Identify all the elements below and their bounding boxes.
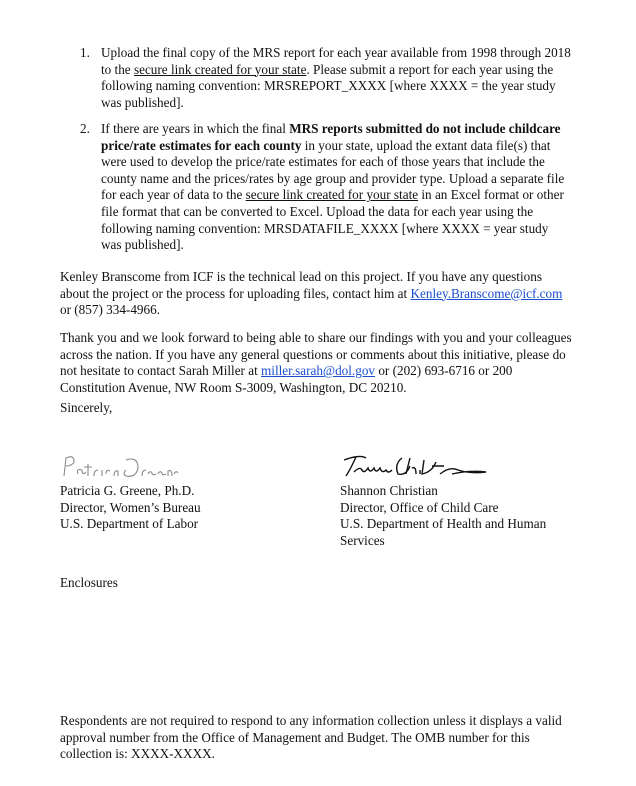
text-segment: in your state, upload the extant data file(s) that: [301, 137, 551, 153]
text-segment: . Please submit a report for each year using the: [306, 61, 554, 77]
handwritten-signature-icon: [60, 452, 180, 480]
email-link[interactable]: miller.sarah@dol.gov: [261, 363, 376, 379]
text-segment: was published].: [101, 94, 184, 110]
omb-footer: [60, 713, 562, 763]
text-segment: or (202) 693-6716 or 200: [375, 363, 513, 379]
text-line: [60, 380, 572, 397]
text-line: [101, 237, 564, 254]
footer-line: approval number from the Office of Management and Budget. The OMB number for this: [60, 729, 530, 745]
text-segment: Upload the final copy of the MRS report for each year available from 1998 through 2018: [101, 45, 571, 60]
text-line: [60, 347, 572, 364]
signer-org: U.S. Department of Labor: [60, 516, 199, 532]
signer-block-right: [340, 483, 546, 549]
text-segment: If there are years in which the final: [101, 121, 290, 136]
text-line: [101, 62, 571, 79]
list-number: 2.: [80, 121, 90, 136]
text-segment: was published].: [101, 237, 184, 253]
text-segment: following naming convention: MRSREPORT_XXXX [where XXXX = the year study: [101, 78, 556, 94]
signer-block-left: [60, 483, 201, 533]
signer-title: Director, Women’s Bureau: [60, 499, 201, 515]
signer-name: Patricia G. Greene, Ph.D.: [60, 483, 195, 498]
text-segment: Constitution Avenue, NW Room S-3009, Washington, DC 20210.: [60, 379, 407, 395]
text-segment: file format that can be converted to Excel. Upload the data for each year using the: [101, 203, 534, 219]
text-segment: Thank you and we look forward to being able to share our findings with you and your colleagues: [60, 330, 572, 345]
text-segment: in an Excel format or other: [418, 187, 564, 203]
text-segment: for each year of data to the: [101, 187, 246, 203]
list-number: 1.: [80, 45, 90, 60]
text-segment: Kenley Branscome from ICF is the technical lead on this project. If you have any questions: [60, 269, 542, 284]
text-line: [101, 154, 564, 171]
text-line: [60, 269, 562, 286]
text-line: [101, 204, 564, 221]
list-item-text: [101, 45, 571, 111]
text-segment: about the project or the process for uploading files, contact him at: [60, 285, 411, 301]
enclosures-label: Enclosures: [60, 575, 118, 590]
text-line: [60, 363, 572, 380]
signer-org: Services: [340, 532, 385, 548]
signer-name: Shannon Christian: [340, 483, 438, 498]
text-line: [60, 330, 572, 347]
signature-shannon-christian: [340, 452, 490, 486]
text-line: [101, 138, 564, 155]
text-segment: county name and the prices/rates by age group and provider type. Upload a separate file: [101, 170, 565, 186]
signer-title: Director, Office of Child Care: [340, 499, 499, 515]
footer-line: collection is: XXXX-XXXX.: [60, 746, 215, 762]
text-segment: following naming convention: MRSDATAFILE_XXXX [where XXXX = year study: [101, 220, 549, 236]
bold-text: price/rate estimates for each county: [101, 137, 302, 153]
text-segment: across the nation. If you have any general questions or comments about this initiative, please do: [60, 346, 566, 362]
text-line: [101, 221, 564, 238]
text-line: [101, 121, 564, 138]
secure-link-text: secure link created for your state: [133, 61, 307, 77]
text-line: [60, 302, 562, 319]
text-line: [60, 286, 562, 303]
contact-paragraph: [60, 269, 562, 319]
signature-patricia-greene: [60, 452, 180, 484]
secure-link-text: secure link created for your state: [245, 187, 419, 203]
bold-text: MRS reports submitted do not include childcare: [289, 121, 561, 136]
text-line: [101, 171, 564, 188]
list-item-text: [101, 121, 564, 254]
text-line: [101, 78, 571, 95]
closing: Sincerely,: [60, 400, 113, 415]
email-link[interactable]: Kenley.Branscome@icf.com: [410, 285, 563, 301]
footer-line: Respondents are not required to respond to any information collection unless it displays a valid: [60, 713, 562, 728]
signer-org: U.S. Department of Health and Human: [340, 516, 547, 532]
text-segment: were used to develop the price/rate estimates for each of those years that include the: [101, 154, 545, 170]
text-segment: or (857) 334-4966.: [60, 302, 160, 318]
text-segment: to the: [101, 61, 134, 77]
text-line: [101, 95, 571, 112]
handwritten-signature-icon: [340, 452, 490, 482]
thanks-paragraph: [60, 330, 572, 396]
text-segment: not hesitate to contact Sarah Miller at: [60, 363, 262, 379]
text-line: [101, 45, 571, 62]
text-line: [101, 187, 564, 204]
